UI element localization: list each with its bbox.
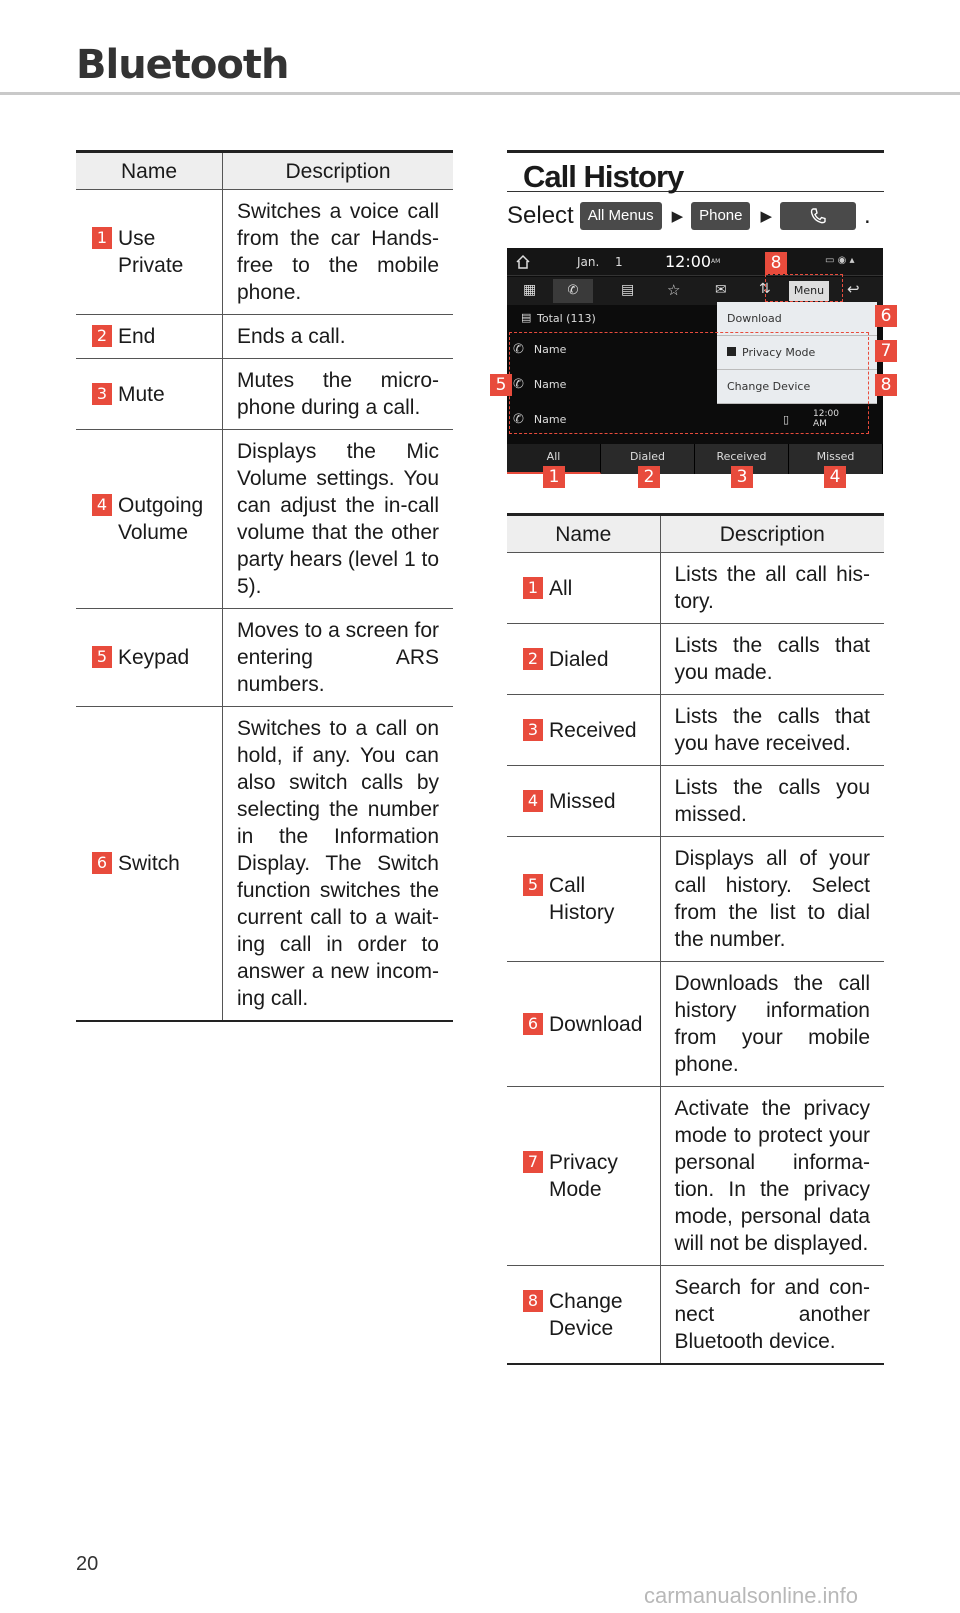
callout-marker: 1 <box>543 466 565 488</box>
item-description: Search for and con-nect another Bluetooth device. <box>660 1266 884 1365</box>
number-badge: 6 <box>92 852 112 874</box>
device-icon: ▯ <box>783 412 790 426</box>
table-row <box>76 359 453 430</box>
call-time: 12:00 AM <box>813 409 839 429</box>
date-month: Jan. <box>577 255 600 269</box>
status-icons: ▭ ◉ ▴ <box>825 255 855 266</box>
item-description: Switches a voice call from the car Hands-free to the mobile phone. <box>223 190 454 315</box>
select-label: Select <box>507 202 574 229</box>
number-badge: 2 <box>92 325 112 347</box>
home-icon[interactable] <box>515 254 531 270</box>
number-badge: 2 <box>523 648 543 670</box>
table-row <box>507 962 884 1087</box>
call-history-description-table <box>507 513 884 1365</box>
number-badge: 1 <box>523 577 543 599</box>
section-header <box>507 150 884 192</box>
table-row <box>76 315 453 359</box>
item-description: Switches to a call on hold, if any. You can also switch calls by selecting the number in the Information Display. The Switch function switches the current call to a wait-ing call in order to answer a new incom-ing call. <box>223 707 454 1022</box>
number-badge: 3 <box>92 383 112 405</box>
menu-item-change-device[interactable]: Change Device <box>717 370 877 404</box>
highlight-frame <box>509 332 869 434</box>
watermark: carmanualsonline.info <box>644 1583 859 1608</box>
phone-icon: ✆ <box>513 376 524 392</box>
number-badge: 7 <box>523 1151 543 1173</box>
item-name: All <box>549 576 573 600</box>
page-title: Bluetooth <box>76 42 289 88</box>
contact-name: Name <box>533 342 567 356</box>
tab-all[interactable]: All <box>507 444 601 474</box>
head-unit-screen <box>507 248 883 474</box>
item-description: Mutes the micro-phone during a call. <box>223 359 454 430</box>
item-description: Lists the calls you missed. <box>660 766 884 837</box>
item-description: Downloads the call history information from your mobile phone. <box>660 962 884 1087</box>
contacts-icon[interactable]: ▤ <box>621 282 635 298</box>
callout-marker: 6 <box>875 305 897 327</box>
table-row <box>507 1266 884 1365</box>
item-description: Lists the calls that you have received. <box>660 695 884 766</box>
number-badge: 1 <box>92 227 112 249</box>
item-name: Privacy Mode <box>549 1151 618 1201</box>
contact-name: Name <box>533 377 567 391</box>
item-description: Moves to a screen for entering ARS numbers. <box>223 609 454 707</box>
navigation-instruction <box>507 200 871 232</box>
page-number: 20 <box>76 1553 99 1575</box>
item-name: Use Private <box>118 227 184 277</box>
callout-marker: 7 <box>875 340 897 362</box>
column-header-name: Name <box>507 515 660 553</box>
table-row <box>507 624 884 695</box>
tab-missed[interactable]: Missed <box>789 444 883 474</box>
number-badge: 8 <box>523 1290 543 1312</box>
phone-icon: ✆ <box>513 411 524 427</box>
arrow-right-icon: ▶ <box>671 208 684 225</box>
call-history-icon <box>809 207 827 225</box>
phone-chip: Phone <box>691 202 750 230</box>
table-row <box>76 707 453 1022</box>
keypad-icon[interactable]: ▦ <box>523 282 537 298</box>
number-badge: 4 <box>523 790 543 812</box>
clock-time: 12:00 <box>665 252 712 271</box>
end-period: . <box>864 202 871 229</box>
callout-marker: 5 <box>490 374 512 396</box>
number-badge: 5 <box>523 874 543 896</box>
callout-marker: 4 <box>824 466 846 488</box>
callout-marker: 8 <box>875 374 897 396</box>
item-name: Call History <box>549 874 615 924</box>
item-description: Displays the Mic Volume settings. You can adjust the in-call volume that the other party hears (level 1 to 5). <box>223 430 454 609</box>
callout-marker: 3 <box>731 466 753 488</box>
item-description: Activate the privacy mode to protect your personal informa-tion. In the privacy mode, personal data will not be displayed. <box>660 1087 884 1266</box>
column-header-description: Description <box>223 152 454 190</box>
table-row <box>76 430 453 609</box>
item-description: Lists the all call his-tory. <box>660 553 884 624</box>
button-description-table <box>76 150 453 1022</box>
tab-dialed[interactable]: Dialed <box>601 444 695 474</box>
all-menus-chip: All Menus <box>580 202 662 230</box>
table-row <box>507 553 884 624</box>
total-count <box>507 306 712 332</box>
item-name: Download <box>549 1012 643 1036</box>
item-name: Received <box>549 718 637 742</box>
item-name: Outgoing Volume <box>118 494 204 544</box>
item-name: Keypad <box>118 646 190 669</box>
callout-marker: 2 <box>638 466 660 488</box>
status-bar <box>507 248 883 276</box>
item-name: End <box>118 325 156 348</box>
call-history-icon[interactable]: ✆ <box>553 279 593 303</box>
list-icon: ▤ <box>521 311 532 324</box>
tab-received[interactable]: Received <box>695 444 789 474</box>
callout-marker: 8 <box>765 252 787 274</box>
title-rule <box>0 92 960 95</box>
switch-device-icon[interactable]: ⇅ <box>759 281 771 297</box>
item-description: Ends a call. <box>223 315 454 359</box>
contact-name: Name <box>533 412 567 426</box>
item-name: Dialed <box>549 647 609 671</box>
column-header-name: Name <box>76 152 223 190</box>
item-name: Missed <box>549 789 616 813</box>
item-description: Lists the calls that you made. <box>660 624 884 695</box>
table-row <box>76 609 453 707</box>
number-badge: 6 <box>523 1013 543 1035</box>
favorites-icon[interactable]: ☆ <box>667 281 681 299</box>
item-name: Change Device <box>549 1289 623 1340</box>
number-badge: 4 <box>92 494 112 516</box>
message-icon[interactable]: ✉ <box>715 282 727 298</box>
clock-ampm: AM <box>711 258 721 265</box>
phone-icon: ✆ <box>513 341 524 357</box>
table-row <box>507 695 884 766</box>
back-icon[interactable]: ↩ <box>847 280 860 298</box>
section-title: Call History <box>523 159 684 194</box>
highlight-frame <box>765 274 843 302</box>
menu-item-label: Privacy Mode <box>742 346 816 359</box>
item-name: Switch <box>118 852 180 875</box>
call-history-chip <box>780 202 856 230</box>
table-row <box>76 190 453 315</box>
table-row <box>507 1087 884 1266</box>
table-row <box>507 837 884 962</box>
arrow-right-icon: ▶ <box>760 208 773 225</box>
column-header-description: Description <box>660 515 884 553</box>
item-name: Mute <box>118 382 165 406</box>
item-description: Displays all of your call history. Select from the list to dial the number. <box>660 837 884 962</box>
table-row <box>507 766 884 837</box>
menu-button[interactable]: Menu <box>789 281 829 301</box>
total-label: Total (113) <box>537 312 596 325</box>
number-badge: 3 <box>523 719 543 741</box>
menu-item-download[interactable]: Download <box>717 302 877 336</box>
number-badge: 5 <box>92 646 112 668</box>
date-day: 1 <box>615 255 623 269</box>
